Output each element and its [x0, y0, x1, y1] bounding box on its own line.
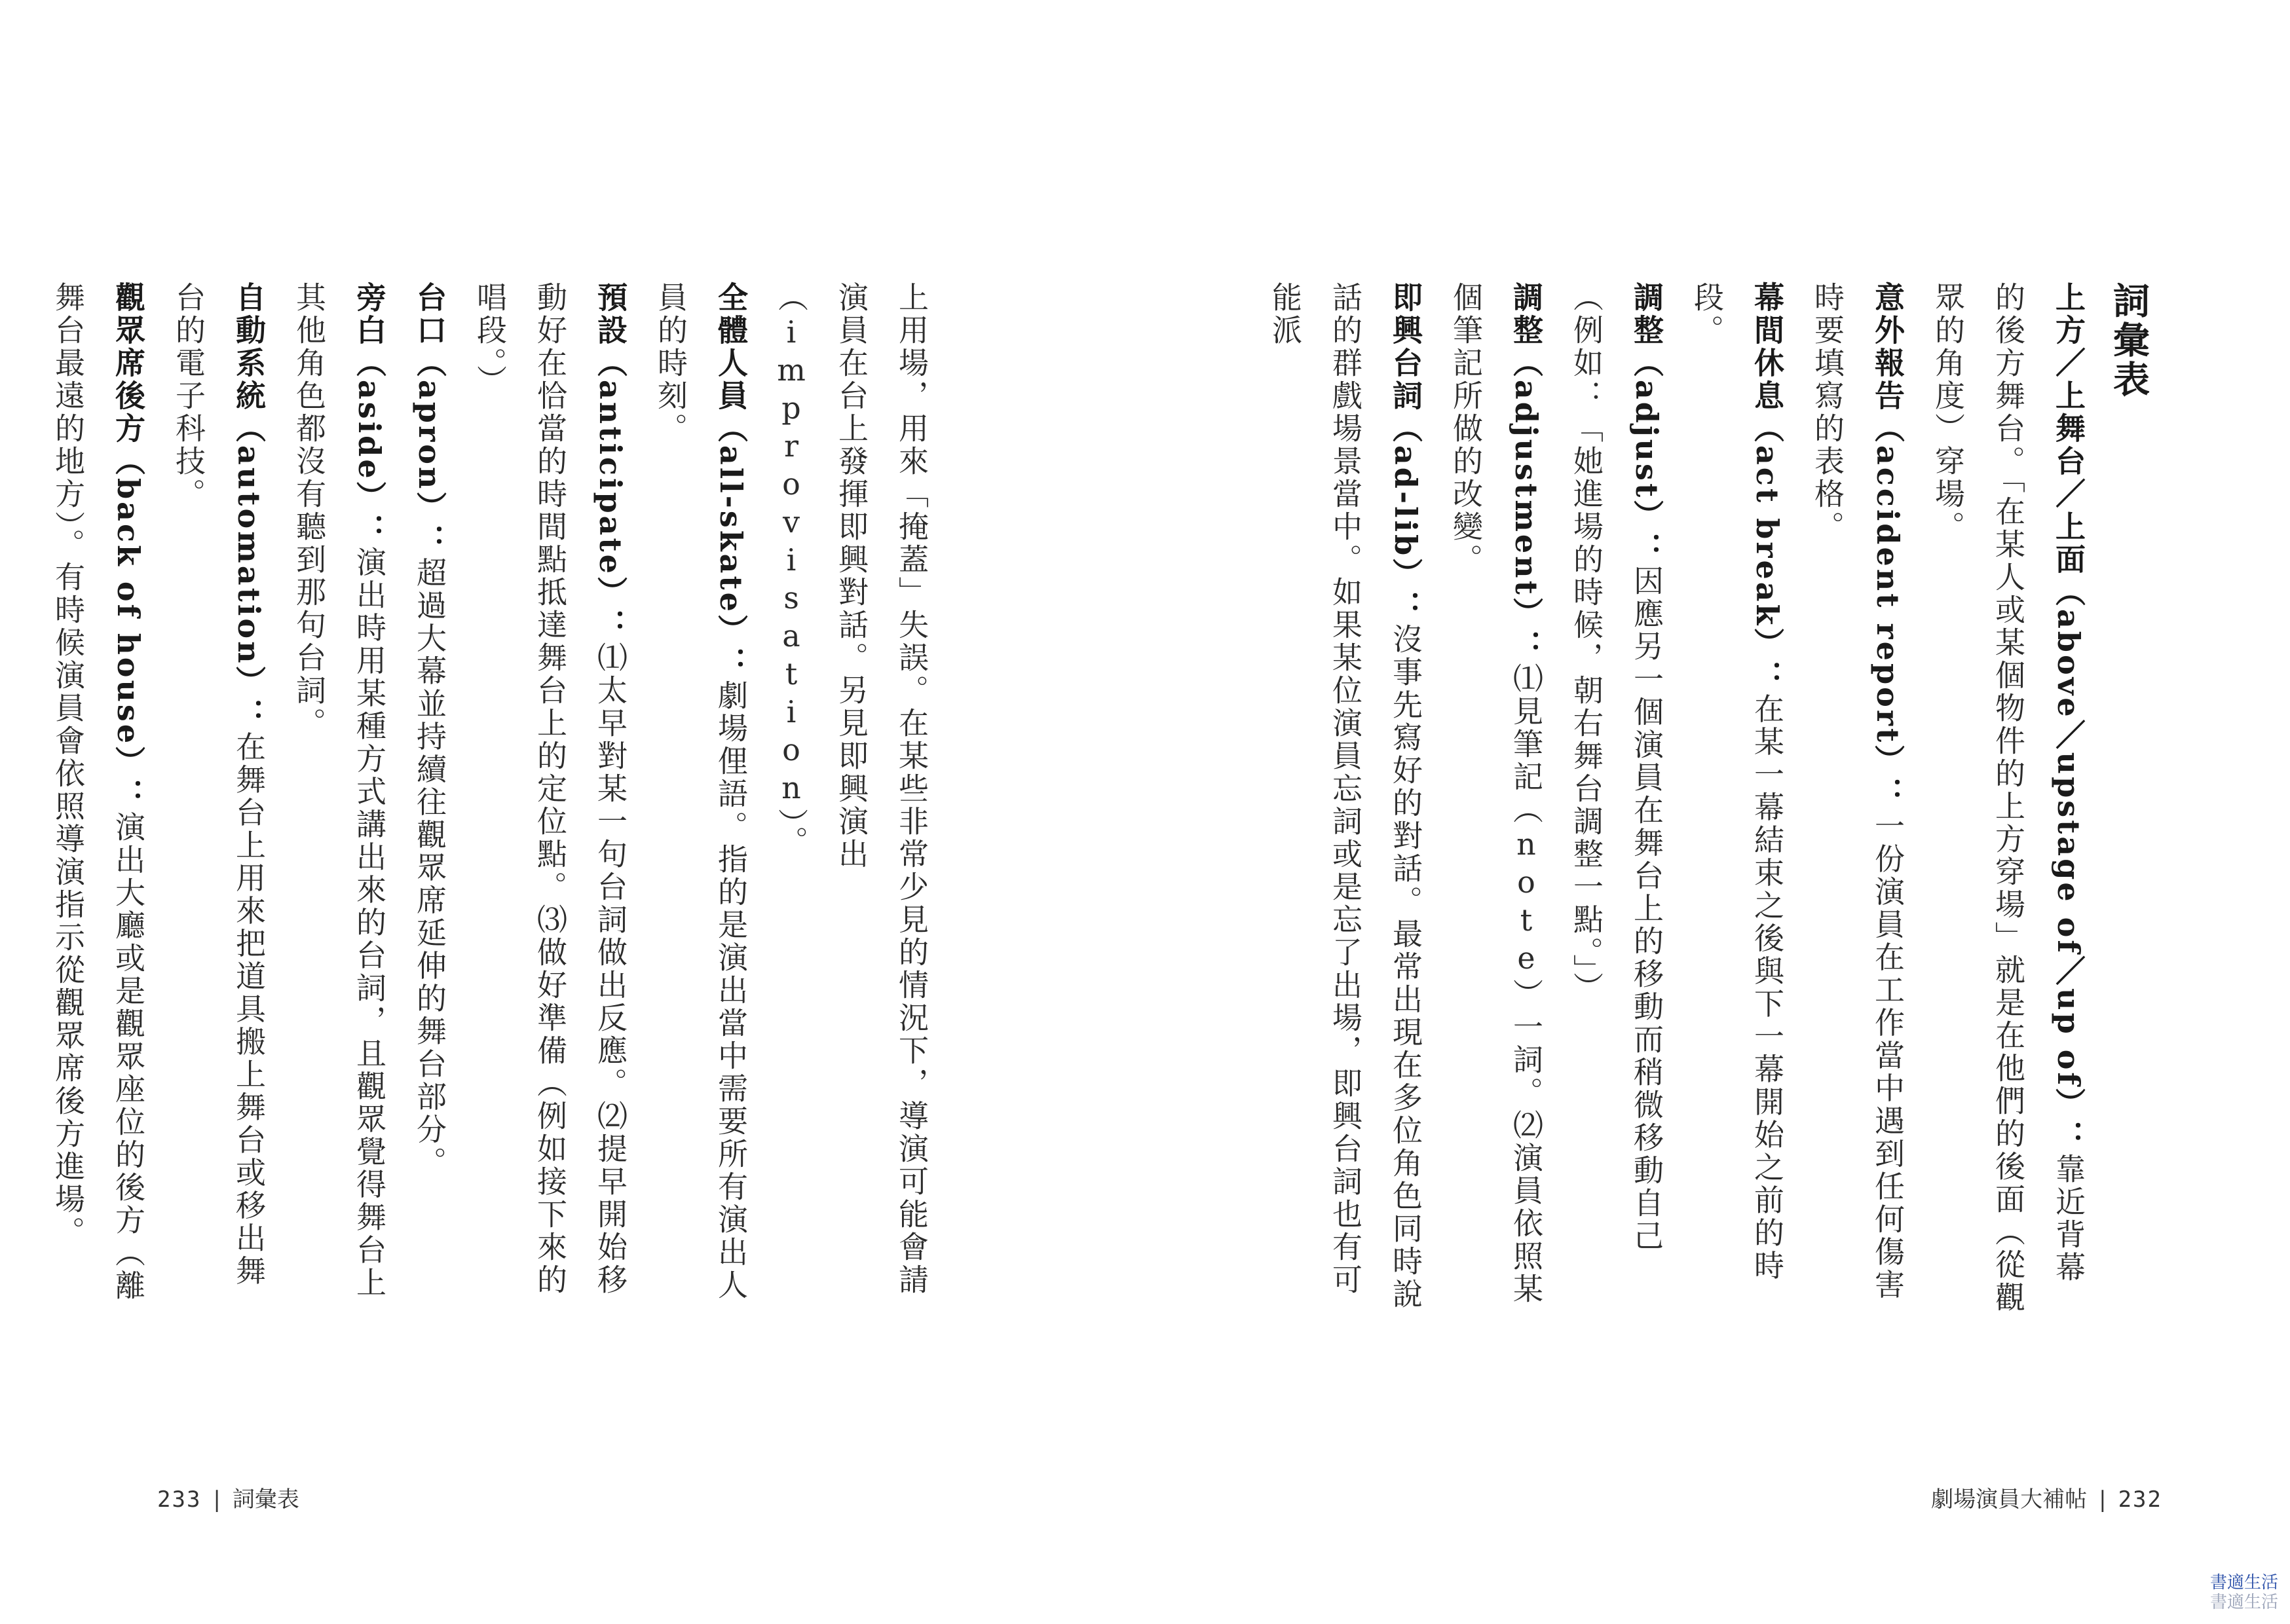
entry-term: 即興台詞: [1388, 282, 1423, 413]
glossary-entry-continued: [761, 282, 942, 1316]
running-title: 詞彙表: [232, 1486, 299, 1513]
right-page: [1145, 0, 2290, 1624]
folio-divider: |: [213, 1486, 221, 1513]
entry-text: ⑴太早對某一句台詞做出反應。⑵提早開始移動好在恰當的時間點抵達舞台上的定位點。⑶做好準備（例如接下來的唱段。）: [472, 282, 628, 1297]
glossary-entry-ad-lib: [1255, 282, 1436, 1316]
left-folio: [157, 1481, 299, 1513]
section-heading: [2099, 282, 2159, 1316]
entry-english: （adjustment）：: [1509, 347, 1544, 663]
entry-text: 上用場，用來「掩蓋」失誤。在某些非常少見的情況下，導演可能會請演員在台上發揮即興對話。另見即興演出（improvisation）。: [774, 282, 929, 1297]
entry-term: 旁白: [352, 282, 387, 347]
watermark-logo: [2210, 1573, 2278, 1612]
entry-english: （back of house）：: [111, 445, 146, 812]
glossary-title: 詞彙表: [2107, 282, 2150, 399]
entry-english: （accident report）：: [1870, 413, 1905, 811]
entry-text: 劇場俚語。指的是演出當中需要所有演出人員的時刻。: [653, 282, 749, 1302]
glossary-entry-automation: [159, 282, 279, 1316]
entry-text: 超過大幕並持續往觀眾席延伸的舞台部分。: [412, 557, 447, 1179]
glossary-entry-adjust: [1556, 282, 1677, 1316]
glossary-entry-anticipate: [460, 282, 641, 1316]
entry-text: 沒事先寫好的對話。最常出現在多位角色同時說話的群戲場景當中。如果某位演員忘詞或是忘了出場，即興台詞也有可能派: [1267, 282, 1423, 1312]
entry-text: ⑴見筆記（note）一詞。⑵演員依照某個筆記所做的改變。: [1448, 282, 1544, 1306]
glossary-entry-back-of-house: [38, 282, 159, 1316]
glossary-entry-aside: [279, 282, 400, 1316]
running-title: 劇場演員大補帖: [1931, 1486, 2088, 1513]
glossary-entry-accident-report: [1797, 282, 1918, 1316]
folio-divider: |: [2099, 1486, 2107, 1513]
entry-english: （all-skate）：: [713, 413, 749, 680]
right-page-body: [1137, 282, 2159, 1316]
entry-text: 演出大廳或是觀眾座位的後方（離舞台最遠的地方）。有時候演員會依照導演指示從觀眾席後方進場。: [50, 282, 146, 1303]
entry-english: （ad-lib）：: [1388, 413, 1423, 624]
glossary-entry-apron: [400, 282, 460, 1316]
entry-term: 預設: [593, 282, 628, 347]
entry-english: （automation）：: [231, 413, 267, 731]
left-page-body: [50, 282, 942, 1316]
watermark-line-2: 書適生活: [2209, 1593, 2278, 1612]
entry-term: 幕間休息: [1750, 282, 1785, 413]
entry-term: 全體人員: [713, 282, 749, 413]
entry-text: 因應另一個演員在舞台上的移動而稍微移動自己（例如：「她進場的時候，朝右舞台調整一點。」）: [1569, 282, 1664, 1253]
entry-term: 台口: [412, 282, 447, 347]
page-number: 233: [157, 1486, 202, 1513]
entry-term: 調整: [1629, 282, 1664, 347]
entry-term: 觀眾席後方: [111, 282, 146, 445]
glossary-entry-adjustment: [1436, 282, 1556, 1316]
entry-text: 一份演員在工作當中遇到任何傷害時要填寫的表格。: [1810, 282, 1905, 1302]
entry-term: 意外報告: [1870, 282, 1905, 413]
right-folio: [1931, 1481, 2162, 1513]
entry-text: 在某一幕結束之後與下一幕開始之前的時段。: [1689, 282, 1785, 1283]
watermark-line-1: 書適生活: [2209, 1573, 2278, 1593]
entry-text: 在舞台上用來把道具搬上舞台或移出舞台的電子科技。: [171, 282, 267, 1288]
entry-term: 自動系統: [231, 282, 267, 413]
glossary-entry-all-skate: [641, 282, 761, 1316]
entry-english: （aside）：: [352, 347, 387, 547]
entry-english: （apron）：: [412, 347, 447, 557]
page-number: 232: [2118, 1486, 2162, 1513]
entry-english: （anticipate）：: [593, 347, 628, 642]
entry-text: 靠近背幕的後方舞台。「在某人或某個物件的上方穿場」就是在他們的後面（從觀眾的角度）穿場。: [1930, 282, 2086, 1314]
glossary-entry-act-break: [1677, 282, 1797, 1316]
entry-text: 演出時用某種方式講出來的台詞，且觀眾覺得舞台上其他角色都沒有聽到那句台詞。: [291, 282, 387, 1300]
entry-english: （adjust）：: [1629, 347, 1664, 566]
entry-term: 調整: [1509, 282, 1544, 347]
entry-english: （act break）：: [1750, 413, 1785, 693]
entry-term: 上方／上舞台／上面: [2051, 282, 2086, 576]
entry-english: （above／upstage of／up of）：: [2051, 576, 2086, 1154]
glossary-entry-above: [1918, 282, 2099, 1316]
